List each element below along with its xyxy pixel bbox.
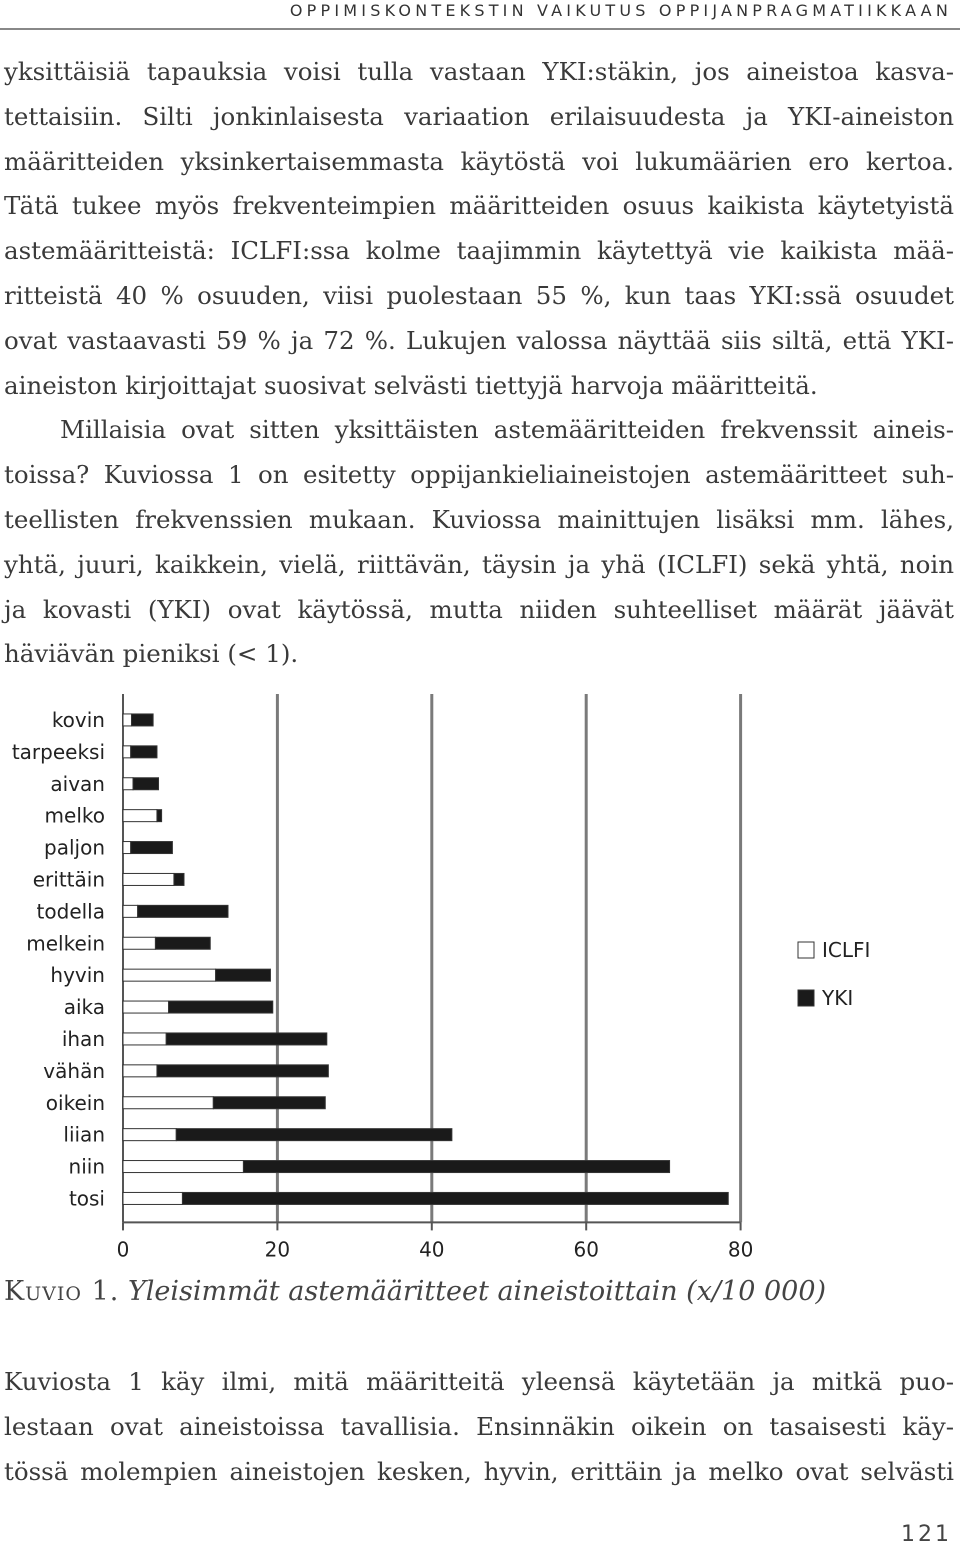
text-line: Kuviosta 1 käy ilmi, mitä määritteitä yleensä käytetään ja mitkä puo- (4, 1367, 954, 1396)
text-line: tössä molempien aineistojen kesken, hyvin, erittäin ja melko ovat selvästi (4, 1456, 954, 1486)
bar-iclfi (123, 1065, 157, 1077)
legend-label: ICLFI (822, 938, 871, 962)
bar-iclfi (123, 937, 155, 949)
bar-yki (157, 810, 162, 822)
y-category-label: niin (68, 1154, 105, 1179)
y-category-label: tarpeeksi (11, 739, 105, 764)
text-line: yksittäisiä tapauksia voisi tulla vastaan YKI:stäkin, jos aineistoa kasva- (4, 57, 954, 86)
bar-iclfi (123, 1129, 176, 1141)
text-line: lestaan ovat aineistoissa tavallisia. Ensinnäkin oikein on tasaisesti käy- (4, 1411, 954, 1441)
bar-yki (174, 873, 184, 885)
text-line: astemääritteistä: ICLFI:ssa kolme taajimmin käytettyä vie kaikista mää- (4, 236, 954, 266)
x-tick-label: 80 (727, 1237, 754, 1260)
bar-yki (138, 905, 228, 917)
bar-yki (176, 1129, 452, 1141)
text-line: Tätä tukee myös frekventeimpien määritteiden osuus kaikista käytetyistä (4, 191, 954, 221)
text-line: aineiston kirjoittajat suosivat selvästi tiettyjä harvoja määritteitä. (4, 370, 818, 400)
bar-yki (166, 1033, 327, 1045)
y-category-label: melkein (26, 931, 105, 956)
text-line: toissa? Kuviossa 1 on esitetty oppijankieliaineistojen astemääritteet suh- (4, 460, 954, 490)
y-category-label: liian (63, 1122, 105, 1147)
text-line: teellisten frekvenssien mukaan. Kuviossa mainittujen lisäksi mm. lähes, (4, 504, 954, 534)
bar-iclfi (123, 714, 131, 726)
page-number: 121 (901, 1522, 952, 1547)
legend-label: YKI (822, 986, 854, 1010)
y-category-label: paljon (44, 835, 105, 860)
bar-iclfi (123, 746, 131, 758)
x-tick-label: 0 (116, 1237, 130, 1260)
y-category-label: oikein (45, 1090, 105, 1115)
bar-yki (169, 1001, 273, 1013)
bar-yki (131, 842, 173, 854)
bar-iclfi (123, 969, 216, 981)
header-rule (0, 28, 960, 30)
bar-iclfi (123, 810, 157, 822)
bar-iclfi (123, 1192, 182, 1204)
running-head: OPPIMISKONTEKSTIN VAIKUTUS OPPIJANPRAGMATIIKKAAN (289, 1, 952, 20)
text-line: ritteistä 40 % osuuden, viisi puolestaan 55 %, kun taas YKI:ssä osuudet (4, 280, 954, 310)
text-line: Millaisia ovat sitten yksittäisten astemääritteiden frekvenssit aineis- (60, 415, 954, 445)
bar-iclfi (123, 1097, 213, 1109)
y-category-label: erittäin (32, 867, 105, 892)
bar-yki (243, 1161, 669, 1173)
body-text-top (4, 50, 954, 677)
body-text-bottom (4, 1360, 954, 1494)
y-category-label: kovin (51, 707, 105, 732)
y-category-label: vähän (43, 1058, 105, 1083)
y-category-label: todella (36, 899, 105, 924)
figure-caption (4, 1276, 954, 1307)
bar-iclfi (123, 1001, 169, 1013)
chart-svg (0, 690, 960, 1260)
y-category-label: aivan (50, 771, 105, 796)
bar-iclfi (123, 1161, 243, 1173)
y-category-label: tosi (68, 1186, 105, 1211)
bar-yki (131, 714, 153, 726)
bar-iclfi (123, 873, 174, 885)
bar-chart (0, 690, 960, 1260)
bar-yki (157, 1065, 328, 1077)
bar-yki (213, 1097, 325, 1109)
text-line: tettaisiin. Silti jonkinlaisesta variaation erilaisuudesta ja YKI-aineiston (4, 101, 954, 131)
text-line: ovat vastaavasti 59 % ja 72 %. Lukujen valossa näyttää siis siltä, että YKI- (4, 325, 954, 355)
text-line: häviävän pieniksi (< 1). (4, 639, 299, 669)
text-line: ja kovasti (YKI) ovat käytössä, mutta niiden suhteelliset määrät jäävät (4, 594, 954, 624)
legend-swatch-iclfi (798, 942, 814, 958)
bar-iclfi (123, 1033, 166, 1045)
y-category-label: melko (44, 803, 105, 828)
y-category-label: hyvin (50, 963, 105, 988)
bar-yki (182, 1192, 728, 1204)
bar-iclfi (123, 905, 138, 917)
x-tick-label: 60 (573, 1237, 599, 1260)
caption-title: Yleisimmät astemääritteet aineistoittain (x/10 000) (127, 1276, 827, 1307)
bar-yki (133, 778, 158, 790)
y-category-label: aika (63, 995, 105, 1020)
bar-iclfi (123, 778, 133, 790)
bar-yki (131, 746, 157, 758)
paragraph-2 (4, 408, 954, 677)
x-tick-label: 20 (264, 1237, 291, 1260)
bar-yki (216, 969, 271, 981)
paragraph-3 (4, 1360, 954, 1494)
caption-label: Kuvio 1. (4, 1276, 120, 1307)
x-tick-label: 40 (419, 1237, 445, 1260)
legend-swatch-yki (798, 990, 814, 1006)
bar-yki (155, 937, 210, 949)
y-category-label: ihan (61, 1026, 105, 1051)
bar-iclfi (123, 842, 131, 854)
text-line: määritteiden yksinkertaisemmasta käytöstä voi lukumäärien ero kertoa. (4, 146, 954, 176)
text-line: yhtä, juuri, kaikkein, vielä, riittävän, täysin ja yhä (ICLFI) sekä yhtä, noin (4, 549, 954, 579)
paragraph-1 (4, 50, 954, 408)
